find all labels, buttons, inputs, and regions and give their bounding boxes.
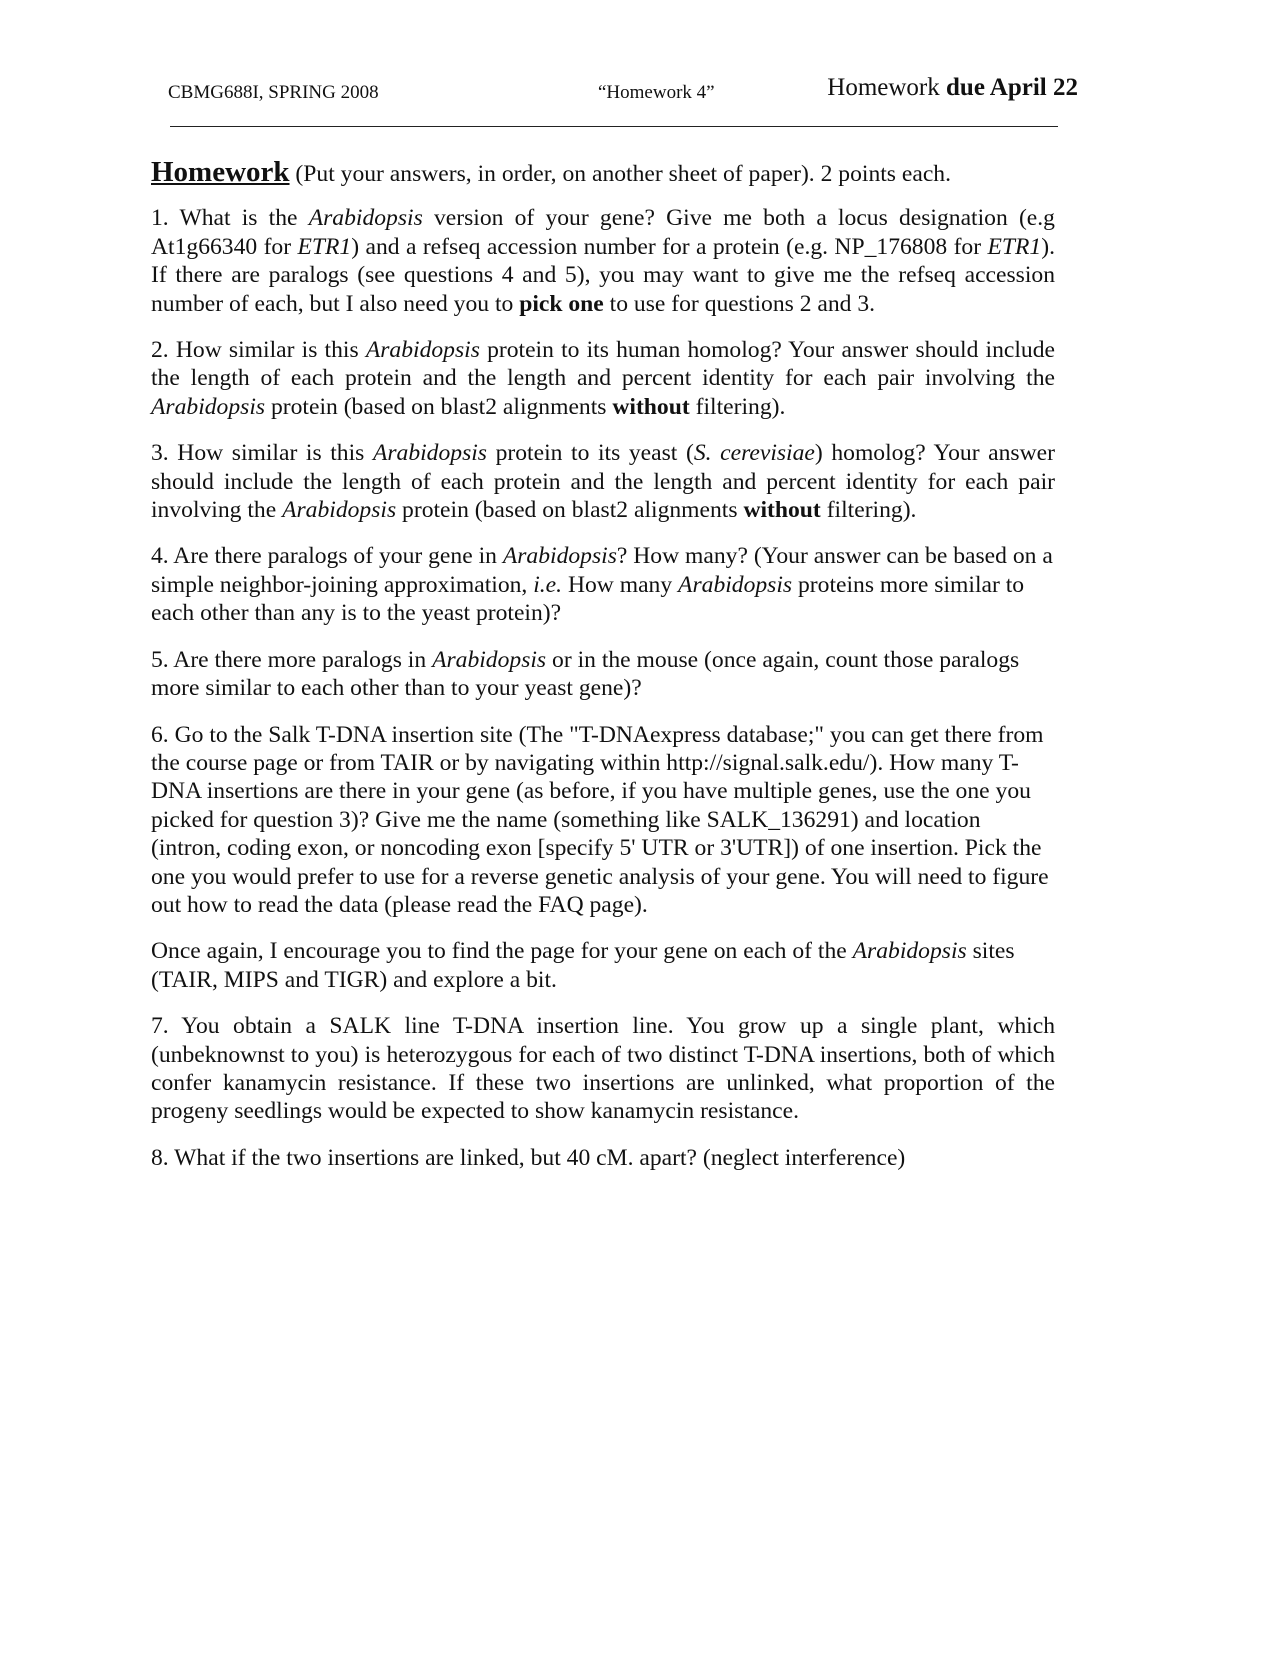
question-5 xyxy=(151,646,1055,703)
question-8: 8. What if the two insertions are linked, but 40 cM. apart? (neglect interference) xyxy=(151,1144,906,1171)
q1-italic: ETR1 xyxy=(297,233,352,260)
q4-italic: Arabidopsis xyxy=(678,571,793,598)
note-text: Once again, I encourage you to find the page for your gene on each of the xyxy=(151,938,853,965)
q3-text: ) homolog? Your answer should include the length of each protein and the length and percent identity for each pair involving the xyxy=(151,440,1055,524)
note-italic: Arabidopsis xyxy=(852,938,967,965)
q3-bold: without xyxy=(743,497,821,524)
question-1 xyxy=(151,204,1055,318)
encouragement-note xyxy=(151,937,1055,994)
question-4 xyxy=(151,542,1055,627)
q5-text: or in the mouse (once again, count those paralogs more similar to each other than to your yeast gene)? xyxy=(151,646,1020,702)
q1-text: to use for questions 2 and 3. xyxy=(603,290,876,317)
q3-italic: S. cerevisiae xyxy=(693,440,815,467)
q2-bold: without xyxy=(612,393,690,420)
header-rule xyxy=(170,126,1058,127)
q1-bold: pick one xyxy=(519,290,604,317)
document-body xyxy=(151,158,1055,1190)
homework-heading: Homework xyxy=(151,156,290,188)
q2-text: filtering). xyxy=(689,393,786,420)
q5-italic: Arabidopsis xyxy=(432,646,547,673)
q2-text: protein (based on blast2 alignments xyxy=(265,393,613,420)
course-label: CBMG688I, SPRING 2008 xyxy=(168,82,379,103)
homework-title: “Homework 4” xyxy=(598,82,715,103)
question-6: 6. Go to the Salk T-DNA insertion site (The "T-DNAexpress database;" you can get there from the course page or from TAIR or by navigating within http://signal.salk.edu/). How many T-DNA insertions are there in your gene (as before, if you have multiple genes, use the one you picked for question 3)? Give me the name (something like SALK_136291) and location (intron, coding exon, or noncoding exon [specify 5' UTR or 3'UTR]) of one insertion. Pick the one you would prefer to use for a reverse genetic analysis of your gene. You will need to figure out how to read the data (please read the FAQ page). xyxy=(151,721,1049,918)
q2-italic: Arabidopsis xyxy=(151,393,266,420)
q2-text: protein to its human homolog? Your answer should include the length of each protein and the length and percent identity for each pair involving the xyxy=(151,337,1055,392)
q1-text: version of your gene? Give me both a locus designation (e.g At1g66340 for xyxy=(151,205,1055,260)
q3-text: protein (based on blast2 alignments xyxy=(396,497,744,524)
note-text: sites (TAIR, MIPS and TIGR) and explore a bit. xyxy=(151,938,1015,993)
q4-text: How many xyxy=(562,571,679,598)
q3-text: protein to its yeast ( xyxy=(487,440,694,467)
q4-italic: i.e. xyxy=(533,571,563,598)
question-7: 7. You obtain a SALK line T-DNA insertion line. You grow up a single plant, which (unbeknownst to you) is heterozygous for each of two distinct T-DNA insertions, both of which confer kanamycin resistance. If these two insertions are unlinked, what proportion of the progeny seedlings would be expected to show kanamycin resistance. xyxy=(151,1013,1055,1125)
intro-text: (Put your answers, in order, on another sheet of paper). 2 points each. xyxy=(289,161,951,187)
q1-text: 1. What is the xyxy=(151,205,309,232)
intro-line xyxy=(151,158,1055,188)
q5-text: 5. Are there more paralogs in xyxy=(151,646,433,673)
question-2 xyxy=(151,336,1055,421)
page-header xyxy=(168,74,1078,110)
q1-text: ) and a refseq accession number for a protein (e.g. NP_176808 for xyxy=(351,233,988,260)
q1-text: ). If there are paralogs (see questions 4 and 5), you may want to give me the refseq accession number of each, but I also need you to xyxy=(151,233,1055,317)
q3-italic: Arabidopsis xyxy=(282,497,397,524)
q1-italic: ETR1 xyxy=(987,233,1042,260)
due-date-bold: due April 22 xyxy=(946,74,1078,101)
q3-text: filtering). xyxy=(820,497,917,524)
due-prefix: Homework xyxy=(827,74,947,101)
due-date xyxy=(827,74,1078,102)
q4-text: ? How many? (Your answer can be based on a simple neighbor-joining approximation, xyxy=(151,543,1053,598)
question-3 xyxy=(151,439,1055,524)
q3-italic: Arabidopsis xyxy=(372,440,487,467)
q4-text: 4. Are there paralogs of your gene in xyxy=(151,543,503,570)
q1-italic: Arabidopsis xyxy=(308,205,423,232)
q2-text: 2. How similar is this xyxy=(151,337,366,364)
q4-text: proteins more similar to each other than any is to the yeast protein)? xyxy=(151,571,1025,627)
q2-italic: Arabidopsis xyxy=(365,337,480,364)
q3-text: 3. How similar is this xyxy=(151,440,373,467)
q4-italic: Arabidopsis xyxy=(502,543,617,570)
